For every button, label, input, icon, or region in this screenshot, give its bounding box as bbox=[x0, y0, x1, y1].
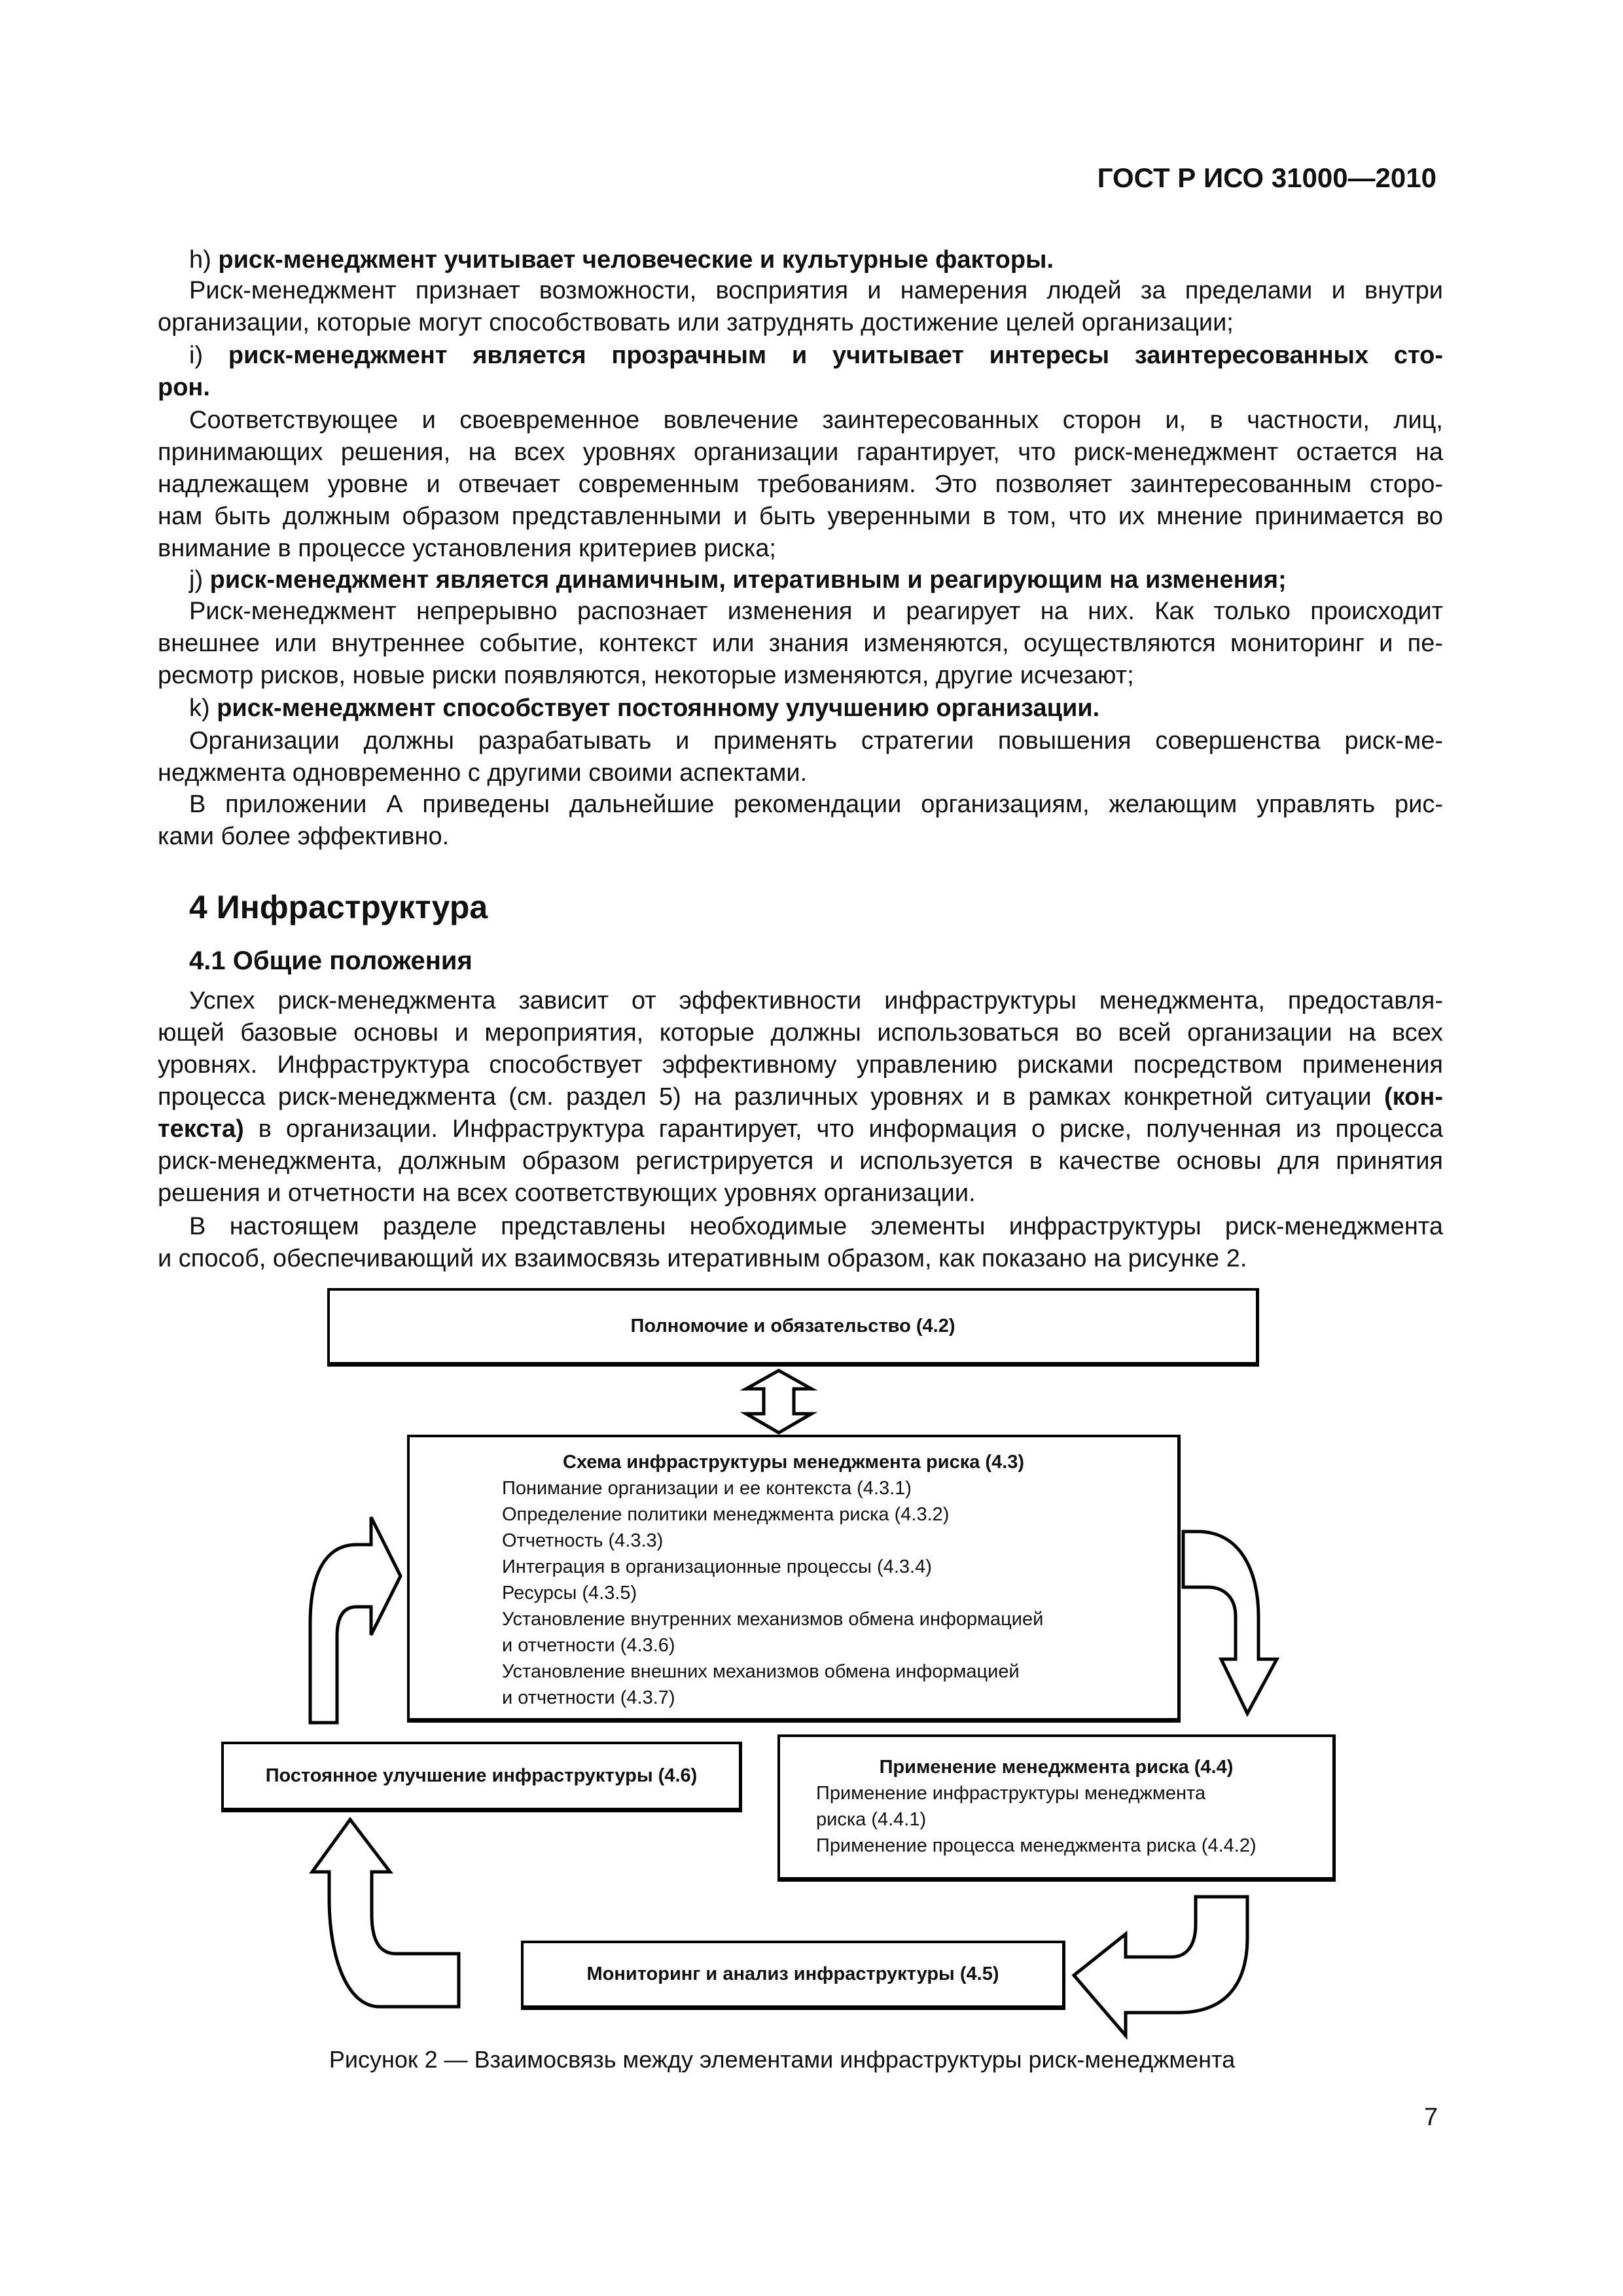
text-segment: i) bbox=[189, 342, 228, 369]
box-item: Установление внутренних механизмов обмена информацией bbox=[502, 1609, 1044, 1630]
text-segment: ресмотр рисков, новые риски появляются, некоторые изменяются, другие исчезают; bbox=[158, 662, 1134, 689]
text-segment: В приложении А приведены дальнейшие рекомендации организациям, желающим управлять рис- bbox=[189, 791, 1443, 818]
bold-text-segment: (кон- bbox=[1384, 1083, 1443, 1111]
curved-arrow-right-icon bbox=[310, 1517, 401, 1723]
box-item: и отчетности (4.3.7) bbox=[502, 1687, 675, 1708]
box-title: Постоянное улучшение инфраструктуры (4.6) bbox=[265, 1765, 698, 1786]
box-item: и отчетности (4.3.6) bbox=[502, 1635, 675, 1656]
double-arrow-icon bbox=[746, 1371, 812, 1433]
text-segment: в организации. Инфраструктура гарантирует, что информация о риске, полученная из процесса bbox=[243, 1115, 1443, 1143]
box-item: Интеграция в организационные процессы (4.3.4) bbox=[502, 1556, 932, 1577]
figure-caption: Рисунок 2 — Взаимосвязь между элементами инфраструктуры риск-менеджмента bbox=[329, 2046, 1236, 2073]
box-title: Мониторинг и анализ инфраструктуры (4.5) bbox=[586, 1964, 999, 1984]
box-item: Применение инфраструктуры менеджмента bbox=[816, 1783, 1206, 1804]
bold-text-segment: риск-менеджмент учитывает человеческие и культурные факторы. bbox=[218, 246, 1054, 274]
text-segment: Риск-менеджмент непрерывно распознает изменения и реагирует на них. Как только происходит bbox=[189, 598, 1443, 625]
text-segment: и способ, обеспечивающий их взаимосвязь итеративным образом, как показано на рисунке 2. bbox=[158, 1245, 1247, 1272]
text-segment: Организации должны разрабатывать и применять стратегии повышения совершенства риск-ме- bbox=[189, 727, 1443, 755]
box-item: Применение процесса менеджмента риска (4.4.2) bbox=[816, 1835, 1257, 1856]
box-framework-design bbox=[407, 1435, 1181, 1723]
text-segment: риск-менеджмента, должным образом регистрируется и используется в качестве основы для принятия bbox=[158, 1147, 1443, 1175]
text-segment: решения и отчетности на всех соответствующих уровнях организации. bbox=[158, 1179, 976, 1207]
box-implementing-risk-management bbox=[777, 1734, 1336, 1882]
text-segment: внешнее или внутреннее событие, контекст или знания изменяются, осуществляются мониторинг и пе- bbox=[158, 630, 1443, 657]
subsection-heading: 4.1 Общие положения bbox=[189, 946, 473, 975]
text-segment: k) bbox=[189, 694, 217, 722]
text-segment: надлежащем уровне и отвечает современным требованиям. Это позволяет заинтересованным сторо- bbox=[158, 471, 1443, 498]
text-segment: ющей базовые основы и мероприятия, которые должны использоваться во всей организации на всех bbox=[158, 1019, 1443, 1047]
box-title: Полномочие и обязательство (4.2) bbox=[630, 1316, 955, 1336]
curved-arrow-left-icon bbox=[1074, 1897, 1247, 2036]
document-header: ГОСТ Р ИСО 31000—2010 bbox=[1097, 162, 1436, 193]
box-item: Определение политики менеджмента риска (4.3.2) bbox=[502, 1504, 950, 1525]
text-segment: Соответствующее и своевременное вовлечение заинтересованных сторон и, в частности, лиц, bbox=[189, 406, 1443, 434]
text-segment: процесса риск-менеджмента (см. раздел 5) на различных уровнях и в рамках конкретной ситуации bbox=[158, 1083, 1384, 1111]
page-number: 7 bbox=[1424, 2104, 1438, 2131]
box-title: Применение менеджмента риска (4.4) bbox=[879, 1757, 1234, 1778]
box-continual-improvement bbox=[221, 1742, 742, 1812]
box-mandate-commitment bbox=[327, 1288, 1259, 1367]
box-item: Понимание организации и ее контекста (4.3.1) bbox=[502, 1478, 912, 1499]
text-segment: Успех риск-менеджмента зависит от эффективности инфраструктуры менеджмента, предоставля- bbox=[189, 987, 1443, 1014]
text-segment: внимание в процессе установления критериев риска; bbox=[158, 535, 776, 562]
text-segment: В настоящем разделе представлены необходимые элементы инфраструктуры риск-менеджмента bbox=[189, 1213, 1443, 1240]
text-segment: ками более эффективно. bbox=[158, 823, 450, 850]
box-item: Ресурсы (4.3.5) bbox=[502, 1583, 637, 1604]
box-item: Отчетность (4.3.3) bbox=[502, 1530, 664, 1551]
text-segment: Риск-менеджмент признает возможности, восприятия и намерения людей за пределами и внутри bbox=[189, 277, 1443, 304]
bold-text-segment: рон. bbox=[158, 374, 210, 401]
text-segment: h) bbox=[189, 246, 219, 274]
box-title: Схема инфраструктуры менеджмента риска (4.3) bbox=[562, 1452, 1025, 1473]
bold-text-segment: риск-менеджмент способствует постоянному улучшению организации. bbox=[217, 694, 1100, 722]
text-segment: неджмента одновременно с другими своими аспектами. bbox=[158, 759, 808, 787]
curved-arrow-down-icon bbox=[1183, 1532, 1277, 1713]
box-monitoring-review bbox=[521, 1941, 1065, 2010]
bold-text-segment: риск-менеджмент является прозрачным и учитывает интересы заинтересованных сто- bbox=[228, 342, 1444, 369]
section-heading: 4 Инфраструктура bbox=[189, 889, 488, 925]
text-segment: уровнях. Инфраструктура способствует эффективному управлению рисками посредством применения bbox=[158, 1051, 1443, 1079]
bold-text-segment: риск-менеджмент является динамичным, итеративным и реагирующим на изменения; bbox=[209, 566, 1287, 594]
text-segment: организации, которые могут способствовать или затруднять достижение целей организации; bbox=[158, 309, 1234, 336]
bold-text-segment: текста) bbox=[158, 1115, 244, 1143]
box-item: риска (4.4.1) bbox=[816, 1809, 927, 1830]
text-segment: j) bbox=[189, 566, 210, 594]
box-item: Установление внешних механизмов обмена информацией bbox=[502, 1661, 1020, 1682]
curved-arrow-up-icon bbox=[312, 1820, 459, 2007]
text-segment: нам быть должным образом представленными и быть уверенными в том, что их мнение принимается во bbox=[158, 503, 1443, 530]
text-segment: принимающих решения, на всех уровнях организации гарантирует, что риск-менеджмент остается на bbox=[158, 439, 1443, 466]
